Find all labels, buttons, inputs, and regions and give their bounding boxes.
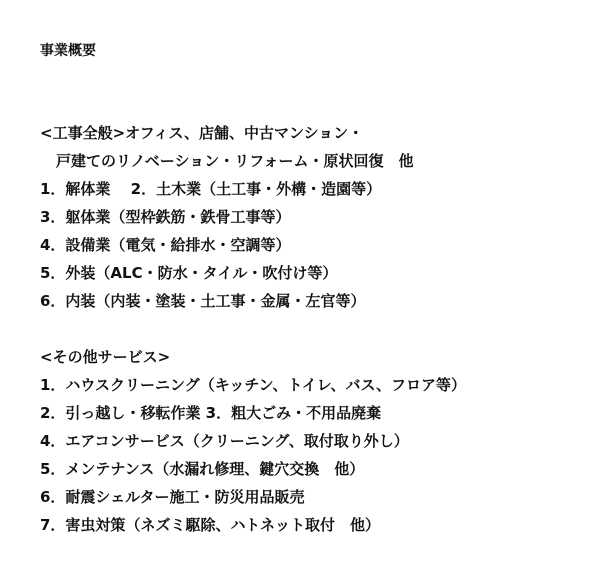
other-service-item: 5．メンテナンス（水漏れ修理、鍵穴交換 他） <box>40 460 365 478</box>
other-service-item: 6．耐震シェルター施工・防災用品販売 <box>40 488 305 506</box>
construction-item: 3．躯体業（型枠鉄筋・鉄骨工事等） <box>40 208 291 226</box>
construction-heading-continued: 戸建てのリノベーション・リフォーム・原状回復 他 <box>56 152 414 170</box>
other-service-item: 1．ハウスクリーニング（キッチン、トイレ、バス、フロア等） <box>40 376 466 394</box>
construction-item: 1．解体業 2．土木業（土工事・外構・造園等） <box>40 180 382 198</box>
page-title: 事業概要 <box>40 43 96 59</box>
other-service-item: 2．引っ越し・移転作業 3．粗大ごみ・不用品廃棄 <box>40 404 382 422</box>
construction-item: 6．内装（内装・塗装・土工事・金属・左官等） <box>40 292 366 310</box>
construction-item: 4．設備業（電気・給排水・空調等） <box>40 236 291 254</box>
other-service-item: 7．害虫対策（ネズミ駆除、ハトネット取付 他） <box>40 516 380 534</box>
other-services-heading: <その他サービス> <box>40 348 171 366</box>
other-service-item: 4．エアコンサービス（クリーニング、取付取り外し） <box>40 432 409 450</box>
construction-heading: <工事全般>オフィス、店舗、中古マンション・ <box>40 124 364 142</box>
construction-item: 5．外装（ALC・防水・タイル・吹付け等） <box>40 264 338 282</box>
